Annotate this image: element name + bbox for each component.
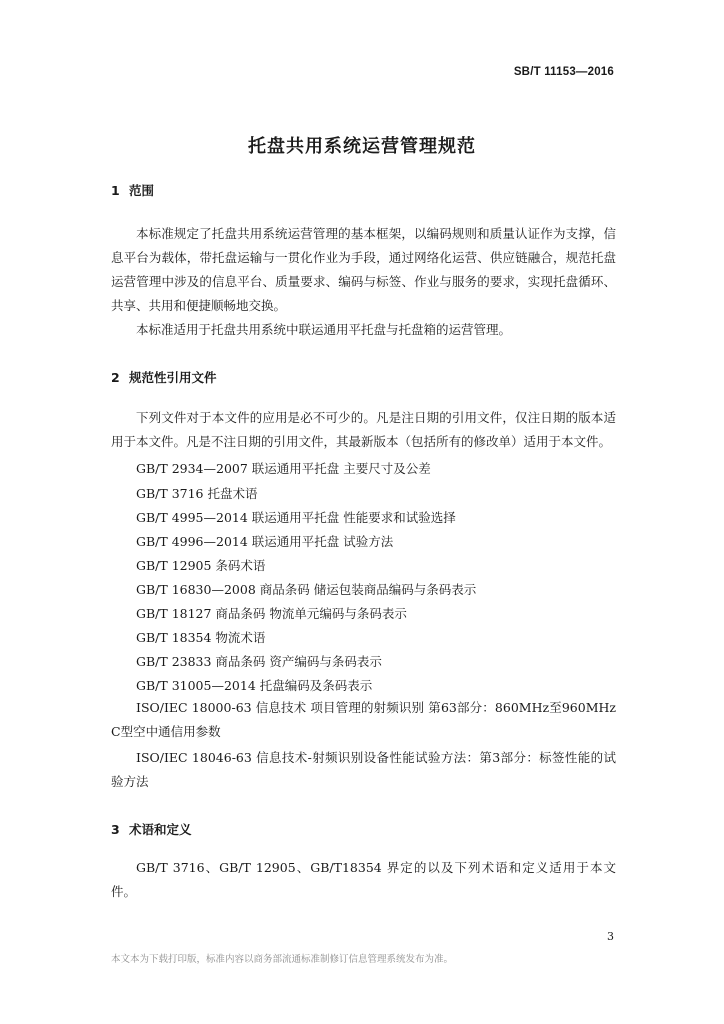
document-title: 托盘共用系统运营管理规范 xyxy=(248,136,476,157)
section-3-heading xyxy=(111,820,192,838)
reference-item: GB/T 18127 商品条码 物流单元编码与条码表示 xyxy=(136,606,407,621)
reference-item: GB/T 4996—2014 联运通用平托盘 试验方法 xyxy=(136,534,394,549)
reference-item: GB/T 31005—2014 托盘编码及条码表示 xyxy=(136,678,373,693)
scope-paragraph-2: 本标准适用于托盘共用系统中联运通用平托盘与托盘箱的运营管理。 xyxy=(136,322,512,337)
reference-item-long: ISO/IEC 18046-63 信息技术-射频识别设备性能试验方法：第3部分：标签性能的试验方法 xyxy=(111,750,616,789)
section-title: 术语和定义 xyxy=(129,822,192,837)
footer-note: 本文本为下载打印版，标准内容以商务部流通标准制修订信息管理系统发布为准。 xyxy=(111,954,454,965)
reference-item: GB/T 23833 商品条码 资产编码与条码表示 xyxy=(136,654,382,669)
section-number: 1 xyxy=(111,183,120,198)
reference-item: GB/T 2934—2007 联运通用平托盘 主要尺寸及公差 xyxy=(136,461,431,476)
section-number: 3 xyxy=(111,822,120,837)
references-intro: 下列文件对于本文件的应用是必不可少的。凡是注日期的引用文件，仅注日期的版本适用于本文件。凡是不注日期的引用文件，其最新版本（包括所有的修改单）适用于本文件。 xyxy=(111,410,616,449)
page-number: 3 xyxy=(607,930,614,943)
section-number: 2 xyxy=(111,370,120,385)
reference-item: GB/T 18354 物流术语 xyxy=(136,630,266,645)
section-title: 范围 xyxy=(129,183,155,198)
section-1-heading xyxy=(111,181,154,199)
reference-item-long: ISO/IEC 18000-63 信息技术 项目管理的射频识别 第63部分：860MHz至960MHz C型空中通信用参数 xyxy=(111,700,616,739)
reference-item: GB/T 12905 条码术语 xyxy=(136,558,266,573)
section-2-heading xyxy=(111,368,217,386)
scope-paragraph-1: 本标准规定了托盘共用系统运营管理的基本框架，以编码规则和质量认证作为支撑，信息平台为载体，带托盘运输与一贯化作业为手段，通过网络化运营、供应链融合，规范托盘运营管理中涉及的信息平台、质量要求、编码与标签、作业与服务的要求，实现托盘循环、共享、共用和便捷顺畅地交换。 xyxy=(111,226,616,313)
reference-item: GB/T 4995—2014 联运通用平托盘 性能要求和试验选择 xyxy=(136,510,456,525)
terms-paragraph: GB/T 3716、GB/T 12905、GB/T18354 界定的以及下列术语和定义适用于本文件。 xyxy=(111,860,616,899)
reference-item: GB/T 3716 托盘术语 xyxy=(136,486,258,501)
reference-item: GB/T 16830—2008 商品条码 储运包装商品编码与条码表示 xyxy=(136,582,477,597)
section-title: 规范性引用文件 xyxy=(129,370,217,385)
standard-number: SB/T 11153—2016 xyxy=(513,66,614,78)
